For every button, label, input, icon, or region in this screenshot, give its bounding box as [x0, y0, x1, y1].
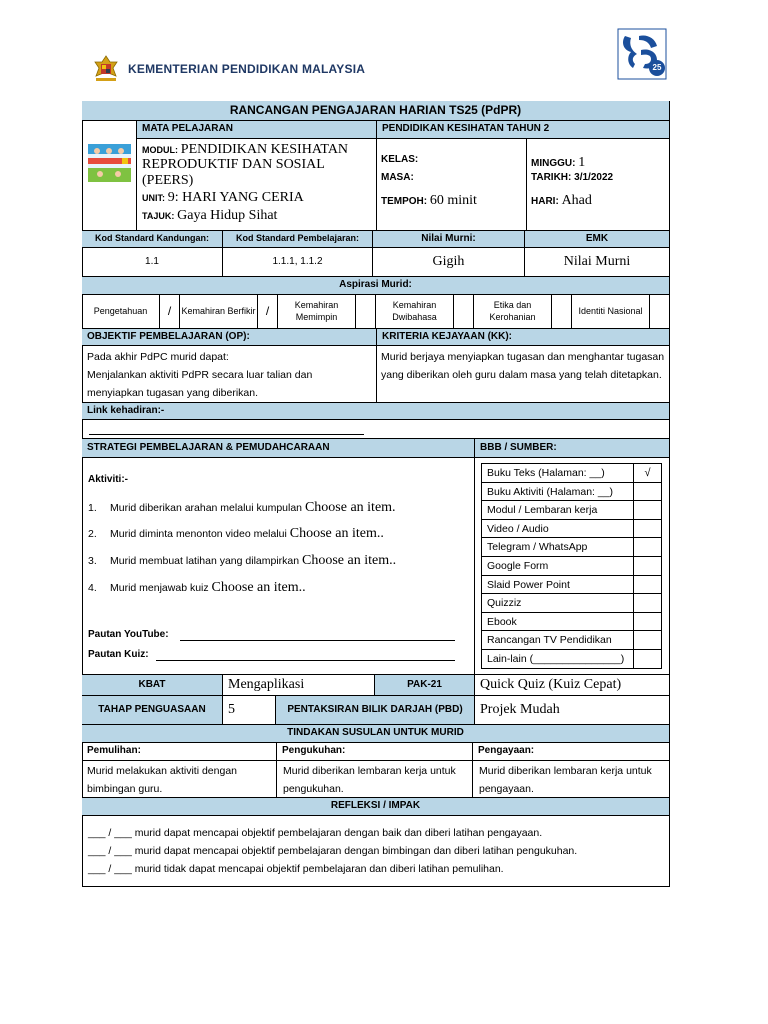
hari-value: Ahad	[561, 193, 592, 208]
kbat-value-cell[interactable]	[223, 675, 375, 696]
kbat-label-cell	[82, 675, 223, 696]
pbd-label: PENTAKSIRAN BILIK DARJAH (PBD)	[287, 703, 463, 715]
bbb-item	[482, 538, 662, 557]
aspirasi-berfikir-mark	[258, 295, 278, 329]
unit-label: UNIT:	[142, 193, 165, 204]
youtube-link-row	[88, 629, 468, 643]
aspirasi-identiti-label: Identiti Nasional	[578, 305, 643, 316]
aspirasi-pengetahuan-label: Pengetahuan	[93, 305, 148, 316]
kbat-label: KBAT	[138, 678, 166, 690]
std-header-nilai	[373, 231, 525, 248]
pak-label: PAK-21	[407, 678, 442, 690]
refleksi-line-1: ___ / ___ murid dapat mencapai objektif pembelajaran dengan baik dan diberi latihan pengayaan.	[88, 827, 543, 839]
bbb-item-checkbox[interactable]	[634, 631, 662, 649]
minggu-label: MINGGU:	[531, 158, 576, 169]
bbb-item	[482, 557, 662, 576]
pemulihan-label-cell	[82, 743, 277, 761]
hari-line	[531, 192, 665, 210]
bbb-item-checkbox[interactable]	[634, 538, 662, 556]
aspirasi-identiti	[572, 295, 650, 329]
aktiviti-item-2-num: 2.	[88, 528, 97, 540]
tempoh-value: 60 minit	[429, 193, 477, 208]
unit-line	[142, 189, 371, 207]
bbb-item-checkbox[interactable]	[634, 520, 662, 538]
strategi-title-text: STRATEGI PEMBELAJARAN & PEMUDAHCARAAN	[87, 441, 330, 453]
aktiviti-item-2	[88, 525, 384, 543]
std-value-nilai-text: Gigih	[432, 254, 465, 270]
aspirasi-identiti-mark	[650, 295, 670, 329]
bbb-item-checkbox[interactable]	[634, 613, 662, 631]
subject-value: PENDIDIKAN KESIHATAN TAHUN 2	[382, 123, 550, 135]
link-kehadiran-text: Link kehadiran:-	[87, 404, 165, 416]
bbb-item-label: Telegram / WhatsApp	[482, 538, 634, 556]
aspirasi-memimpin	[278, 295, 356, 329]
pak-label-cell	[375, 675, 475, 696]
strategi-title	[82, 439, 475, 458]
objektif-line1: Pada akhir PdPC murid dapat:	[87, 351, 229, 363]
pbd-value-cell[interactable]	[475, 696, 670, 725]
std-value-emk	[525, 248, 670, 277]
module-cell	[137, 139, 377, 231]
plan-title-text: RANCANGAN PENGAJARAN HARIAN TS25 (PdPR)	[229, 103, 522, 117]
bbb-item-label: Ebook	[482, 613, 634, 631]
aktiviti-item-4-num: 4.	[88, 582, 97, 594]
bbb-title	[475, 439, 670, 458]
std-header-kandungan-text: Kod Standard Kandungan:	[95, 233, 209, 244]
tahap-label-cell	[82, 696, 223, 725]
kriteria-content	[377, 346, 670, 403]
book-cover-cell	[82, 121, 137, 231]
tajuk-label: TAJUK:	[142, 210, 175, 221]
aspirasi-pengetahuan-mark-text: /	[167, 304, 172, 318]
tindakan-title	[82, 725, 670, 743]
aktiviti-item-4-choice[interactable]: Choose an item..	[211, 580, 306, 595]
youtube-link-input[interactable]	[180, 640, 455, 641]
bbb-item-checkbox[interactable]	[634, 594, 662, 612]
bbb-item	[482, 483, 662, 502]
std-value-emk-text: Nilai Murni	[563, 254, 631, 270]
aktiviti-item-1	[88, 499, 396, 517]
tempoh-line	[381, 192, 522, 210]
std-value-pembelajaran-text: 1.1.1, 1.1.2	[272, 255, 323, 267]
std-header-emk	[525, 231, 670, 248]
bbb-list	[481, 463, 662, 669]
std-header-kandungan	[82, 231, 223, 248]
tajuk-value: Gaya Hidup Sihat	[177, 207, 278, 223]
bbb-item-label: Slaid Power Point	[482, 576, 634, 594]
ts25-logo-number: 25	[652, 63, 662, 72]
aktiviti-item-2-choice[interactable]: Choose an item..	[289, 526, 384, 541]
std-header-nilai-text: Nilai Murni:	[421, 232, 476, 244]
bbb-item	[482, 631, 662, 650]
subject-label: MATA PELAJARAN	[142, 123, 233, 135]
book-cover-image	[88, 144, 131, 182]
pengukuhan-text-cell	[277, 761, 473, 798]
pemulihan-text-cell	[82, 761, 277, 798]
youtube-link-label: Pautan YouTube:	[88, 629, 169, 640]
bbb-title-text: BBB / SUMBER:	[480, 441, 557, 453]
minggu-line	[531, 154, 665, 172]
hari-label: HARI:	[531, 196, 559, 207]
objektif-title-text: OBJEKTIF PEMBELAJARAN (OP):	[87, 330, 250, 342]
bbb-item	[482, 594, 662, 613]
bbb-item	[482, 464, 662, 483]
strategi-body	[82, 458, 475, 675]
tempoh-label: TEMPOH:	[381, 196, 428, 207]
bbb-item-label: Quizziz	[482, 594, 634, 612]
pengukuhan-label-cell	[277, 743, 473, 761]
aktiviti-item-3-text: Murid membuat latihan yang dilampirkan	[110, 555, 300, 567]
link-kehadiran-input[interactable]	[82, 420, 670, 439]
std-value-kandungan	[82, 248, 223, 277]
tahap-label: TAHAP PENGUASAAN	[98, 703, 206, 715]
aspirasi-pengetahuan-mark	[160, 295, 180, 329]
refleksi-body	[82, 816, 670, 887]
pengayaan-text-cell	[473, 761, 670, 798]
module-value: PENDIDIKAN KESIHATAN REPRODUKTIF DAN SOSIAL (PEERS)	[142, 142, 349, 188]
aspirasi-title-text: Aspirasi Murid:	[339, 279, 412, 291]
kriteria-title	[377, 329, 670, 346]
pak-value: Quick Quiz (Kuiz Cepat)	[480, 677, 622, 693]
objektif-title	[82, 329, 377, 346]
ministry-title: KEMENTERIAN PENDIDIKAN MALAYSIA	[128, 62, 366, 76]
subject-label-cell	[137, 121, 377, 139]
bbb-item-checkbox[interactable]	[634, 576, 662, 594]
refleksi-title	[82, 798, 670, 816]
plan-title	[82, 101, 670, 121]
link-kehadiran-underline	[89, 434, 364, 435]
bbb-item	[482, 613, 662, 632]
std-header-pembelajaran	[223, 231, 373, 248]
aspirasi-etika-label: Etika dan Kerohanian	[489, 300, 536, 322]
aspirasi-memimpin-label: Kemahiran Memimpin	[294, 300, 339, 322]
bbb-item-checkbox[interactable]: √	[634, 464, 662, 482]
refleksi-title-text: REFLEKSI / IMPAK	[330, 800, 421, 812]
kuiz-link-row	[88, 649, 468, 663]
bbb-item	[482, 501, 662, 520]
std-header-pembelajaran-text: Kod Standard Pembelajaran:	[235, 233, 360, 244]
aktiviti-item-2-text: Murid diminta menonton video melalui	[110, 528, 287, 540]
aktiviti-item-4-text: Murid menjawab kuiz	[110, 582, 209, 594]
pengukuhan-text: Murid diberikan lembaran kerja untuk pengukuhan.	[283, 765, 456, 795]
std-value-nilai	[373, 248, 525, 277]
bbb-item-label: Lain-lain (_______________)	[482, 650, 634, 668]
aktiviti-item-1-text: Murid diberikan arahan melalui kumpulan	[110, 502, 303, 514]
kbat-value: Mengaplikasi	[228, 677, 305, 693]
aktiviti-item-1-num: 1.	[88, 502, 97, 514]
class-info-cell	[377, 139, 527, 231]
bbb-item-checkbox[interactable]	[634, 501, 662, 519]
kuiz-link-input[interactable]	[156, 660, 455, 661]
tajuk-line	[142, 207, 371, 225]
bbb-item	[482, 520, 662, 539]
bbb-item-checkbox[interactable]	[634, 557, 662, 575]
module-label: MODUL:	[142, 145, 178, 155]
kriteria-title-text: KRITERIA KEJAYAAN (KK):	[382, 330, 513, 342]
pemulihan-label: Pemulihan:	[87, 745, 141, 757]
pengayaan-label-cell	[473, 743, 670, 761]
aspirasi-memimpin-mark	[356, 295, 376, 329]
aktiviti-item-3	[88, 552, 396, 570]
bbb-item-label: Rancangan TV Pendidikan	[482, 631, 634, 649]
bbb-item	[482, 650, 662, 669]
tahap-value-cell[interactable]	[223, 696, 276, 725]
aspirasi-title	[82, 277, 670, 295]
tindakan-title-text: TINDAKAN SUSULAN UNTUK MURID	[287, 727, 464, 739]
bbb-item-label: Buku Teks (Halaman: __)	[482, 464, 634, 482]
aspirasi-pengetahuan	[82, 295, 160, 329]
bbb-item-checkbox[interactable]	[634, 483, 662, 501]
ts25-logo	[617, 28, 667, 80]
bbb-item-label: Google Form	[482, 557, 634, 575]
bbb-item-label: Buku Aktiviti (Halaman: __)	[482, 483, 634, 501]
aktiviti-item-1-choice[interactable]: Choose an item.	[304, 500, 396, 515]
aktiviti-label: Aktiviti:-	[88, 474, 128, 485]
minggu-value: 1	[578, 155, 586, 170]
pemulihan-text: Murid melakukan aktiviti dengan bimbingan guru.	[87, 765, 237, 795]
link-kehadiran-title	[82, 403, 670, 420]
kelas-label: KELAS:	[381, 154, 419, 165]
bbb-item-checkbox[interactable]	[634, 650, 662, 668]
tahap-value: 5	[228, 702, 235, 718]
pengukuhan-label: Pengukuhan:	[282, 745, 346, 757]
bbb-body	[475, 458, 670, 675]
refleksi-line-2: ___ / ___ murid dapat mencapai objektif pembelajaran dengan bimbingan dan diberi latihan pengukuhan.	[88, 845, 578, 857]
aktiviti-item-3-num: 3.	[88, 555, 97, 567]
ministry-crest-icon	[90, 54, 122, 84]
aspirasi-dwibahasa-mark	[454, 295, 474, 329]
masa-label: MASA:	[381, 172, 414, 183]
unit-value: 9: HARI YANG CERIA	[167, 190, 304, 206]
date-info-cell	[527, 139, 670, 231]
std-header-emk-text: EMK	[585, 232, 609, 244]
pbd-label-cell	[276, 696, 475, 725]
aspirasi-dwibahasa-label: Kemahiran Dwibahasa	[392, 300, 437, 322]
aspirasi-berfikir	[180, 295, 258, 329]
kuiz-link-label: Pautan Kuiz:	[88, 649, 149, 660]
objektif-line2: Menjalankan aktiviti PdPR secara luar talian dan menyiapkan tugasan yang diberikan.	[87, 369, 313, 399]
objektif-content	[82, 346, 377, 403]
std-value-kandungan-text: 1.1	[145, 255, 159, 267]
refleksi-line-3: ___ / ___ murid tidak dapat mencapai objektif pembelajaran dan diberi latihan pemulihan.	[88, 863, 504, 875]
std-value-pembelajaran	[223, 248, 373, 277]
module-line	[142, 142, 371, 188]
kriteria-text: Murid berjaya menyiapkan tugasan dan menghantar tugasan yang diberikan oleh guru dalam masa yang telah ditetapkan.	[381, 351, 665, 381]
aspirasi-dwibahasa	[376, 295, 454, 329]
pengayaan-text: Murid diberikan lembaran kerja untuk pengayaan.	[479, 765, 652, 795]
bbb-item	[482, 576, 662, 595]
aspirasi-etika-mark	[552, 295, 572, 329]
aspirasi-berfikir-mark-text: /	[265, 304, 270, 318]
aspirasi-berfikir-label: Kemahiran Berfikir	[181, 305, 256, 316]
aktiviti-item-4	[88, 579, 306, 597]
bbb-item-label: Video / Audio	[482, 520, 634, 538]
aspirasi-etika	[474, 295, 552, 329]
bbb-item-label: Modul / Lembaran kerja	[482, 501, 634, 519]
subject-value-cell	[377, 121, 670, 139]
tarikh-label: TARIKH: 3/1/2022	[531, 172, 614, 183]
pengayaan-label: Pengayaan:	[478, 745, 535, 757]
aktiviti-item-3-choice[interactable]: Choose an item..	[302, 553, 397, 568]
pbd-value: Projek Mudah	[480, 702, 560, 718]
pak-value-cell[interactable]	[475, 675, 670, 696]
